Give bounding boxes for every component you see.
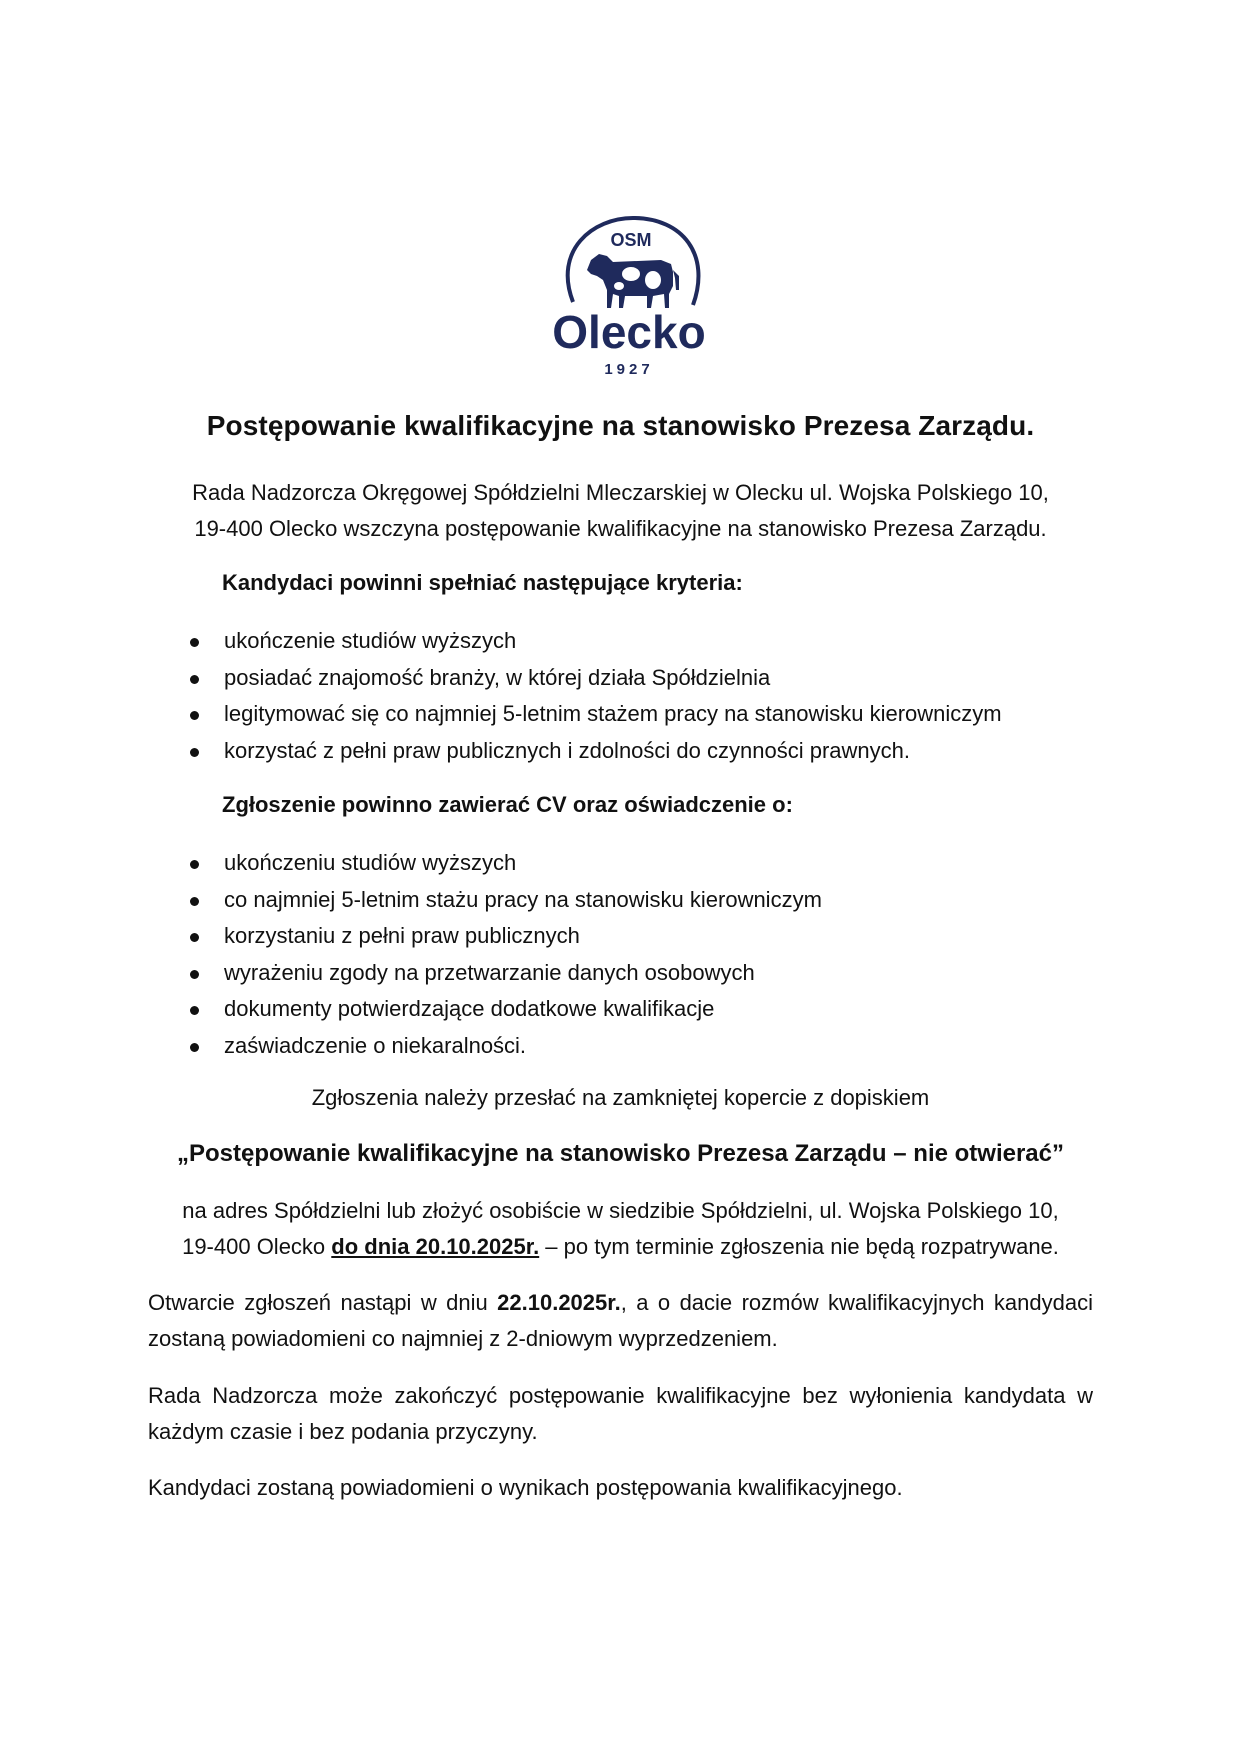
- svg-text:Olecko: Olecko: [552, 306, 706, 358]
- application-list: [190, 845, 822, 1064]
- list-item: co najmniej 5-letnim stażu pracy na stanowisku kierowniczym: [190, 882, 822, 919]
- address-line-2: [120, 1229, 1121, 1265]
- intro-line-2: 19-400 Olecko wszczyna postępowanie kwalifikacyjne na stanowisko Prezesa Zarządu.: [194, 516, 1047, 541]
- intro-paragraph: [120, 475, 1121, 547]
- list-item: korzystaniu z pełni praw publicznych: [190, 918, 822, 955]
- cow-emblem-icon: [533, 210, 723, 380]
- submission-instruction: Zgłoszenia należy przesłać na zamkniętej kopercie z dopiskiem: [311, 1085, 930, 1110]
- list-item: zaświadczenie o niekaralności.: [190, 1028, 822, 1065]
- opening-prefix: Otwarcie zgłoszeń nastąpi w dniu: [148, 1290, 498, 1315]
- envelope-annotation: „Postępowanie kwalifikacyjne na stanowisko Prezesa Zarządu – nie otwierać”: [177, 1140, 1064, 1167]
- list-item: wyrażeniu zgody na przetwarzanie danych osobowych: [190, 955, 822, 992]
- svg-text:1927: 1927: [604, 361, 654, 378]
- criteria-heading: Kandydaci powinni spełniać następujące kryteria:: [222, 570, 743, 595]
- list-item: korzystać z pełni praw publicznych i zdolności do czynności prawnych.: [190, 733, 1002, 770]
- list-item: ukończeniu studiów wyższych: [190, 845, 822, 882]
- address-paragraph: [120, 1193, 1121, 1265]
- criteria-list: [190, 623, 1002, 769]
- closing-paragraph: Kandydaci zostaną powiadomieni o wynikach postępowania kwalifikacyjnego.: [148, 1475, 903, 1500]
- list-item: posiadać znajomość branży, w której działa Spółdzielnia: [190, 660, 1002, 697]
- opening-paragraph: [148, 1285, 1093, 1357]
- intro-line-1: Rada Nadzorcza Okręgowej Spółdzielni Mleczarskiej w Olecku ul. Wojska Polskiego 10,: [192, 480, 1049, 505]
- osm-olecko-logo: [533, 210, 723, 380]
- document-title: Postępowanie kwalifikacyjne na stanowisko Prezesa Zarządu.: [206, 410, 1035, 441]
- list-item: legitymować się co najmniej 5-letnim stażem pracy na stanowisku kierowniczym: [190, 696, 1002, 733]
- board-note-paragraph: Rada Nadzorcza może zakończyć postępowanie kwalifikacyjne bez wyłonienia kandydata w każdym czasie i bez podania przyczyny.: [148, 1383, 1093, 1444]
- application-heading: Zgłoszenie powinno zawierać CV oraz oświadczenie o:: [222, 792, 793, 817]
- opening-date: 22.10.2025r.: [497, 1290, 621, 1315]
- deadline-note: – po tym terminie zgłoszenia nie będą rozpatrywane.: [539, 1234, 1059, 1259]
- opening-suffix: , a o dacie rozmów kwalifikacyjnych kandydaci zostaną powiadomieni co najmniej z 2-dniowym wyprzedzeniem.: [148, 1290, 1093, 1351]
- list-item: dokumenty potwierdzające dodatkowe kwalifikacje: [190, 991, 822, 1028]
- svg-text:OSM: OSM: [610, 230, 652, 250]
- list-item: ukończenie studiów wyższych: [190, 623, 1002, 660]
- address-line-1: na adres Spółdzielni lub złożyć osobiście w siedzibie Spółdzielni, ul. Wojska Polskiego 10,: [182, 1198, 1059, 1223]
- deadline-date: do dnia 20.10.2025r.: [331, 1234, 540, 1259]
- address-city: 19-400 Olecko: [182, 1234, 332, 1259]
